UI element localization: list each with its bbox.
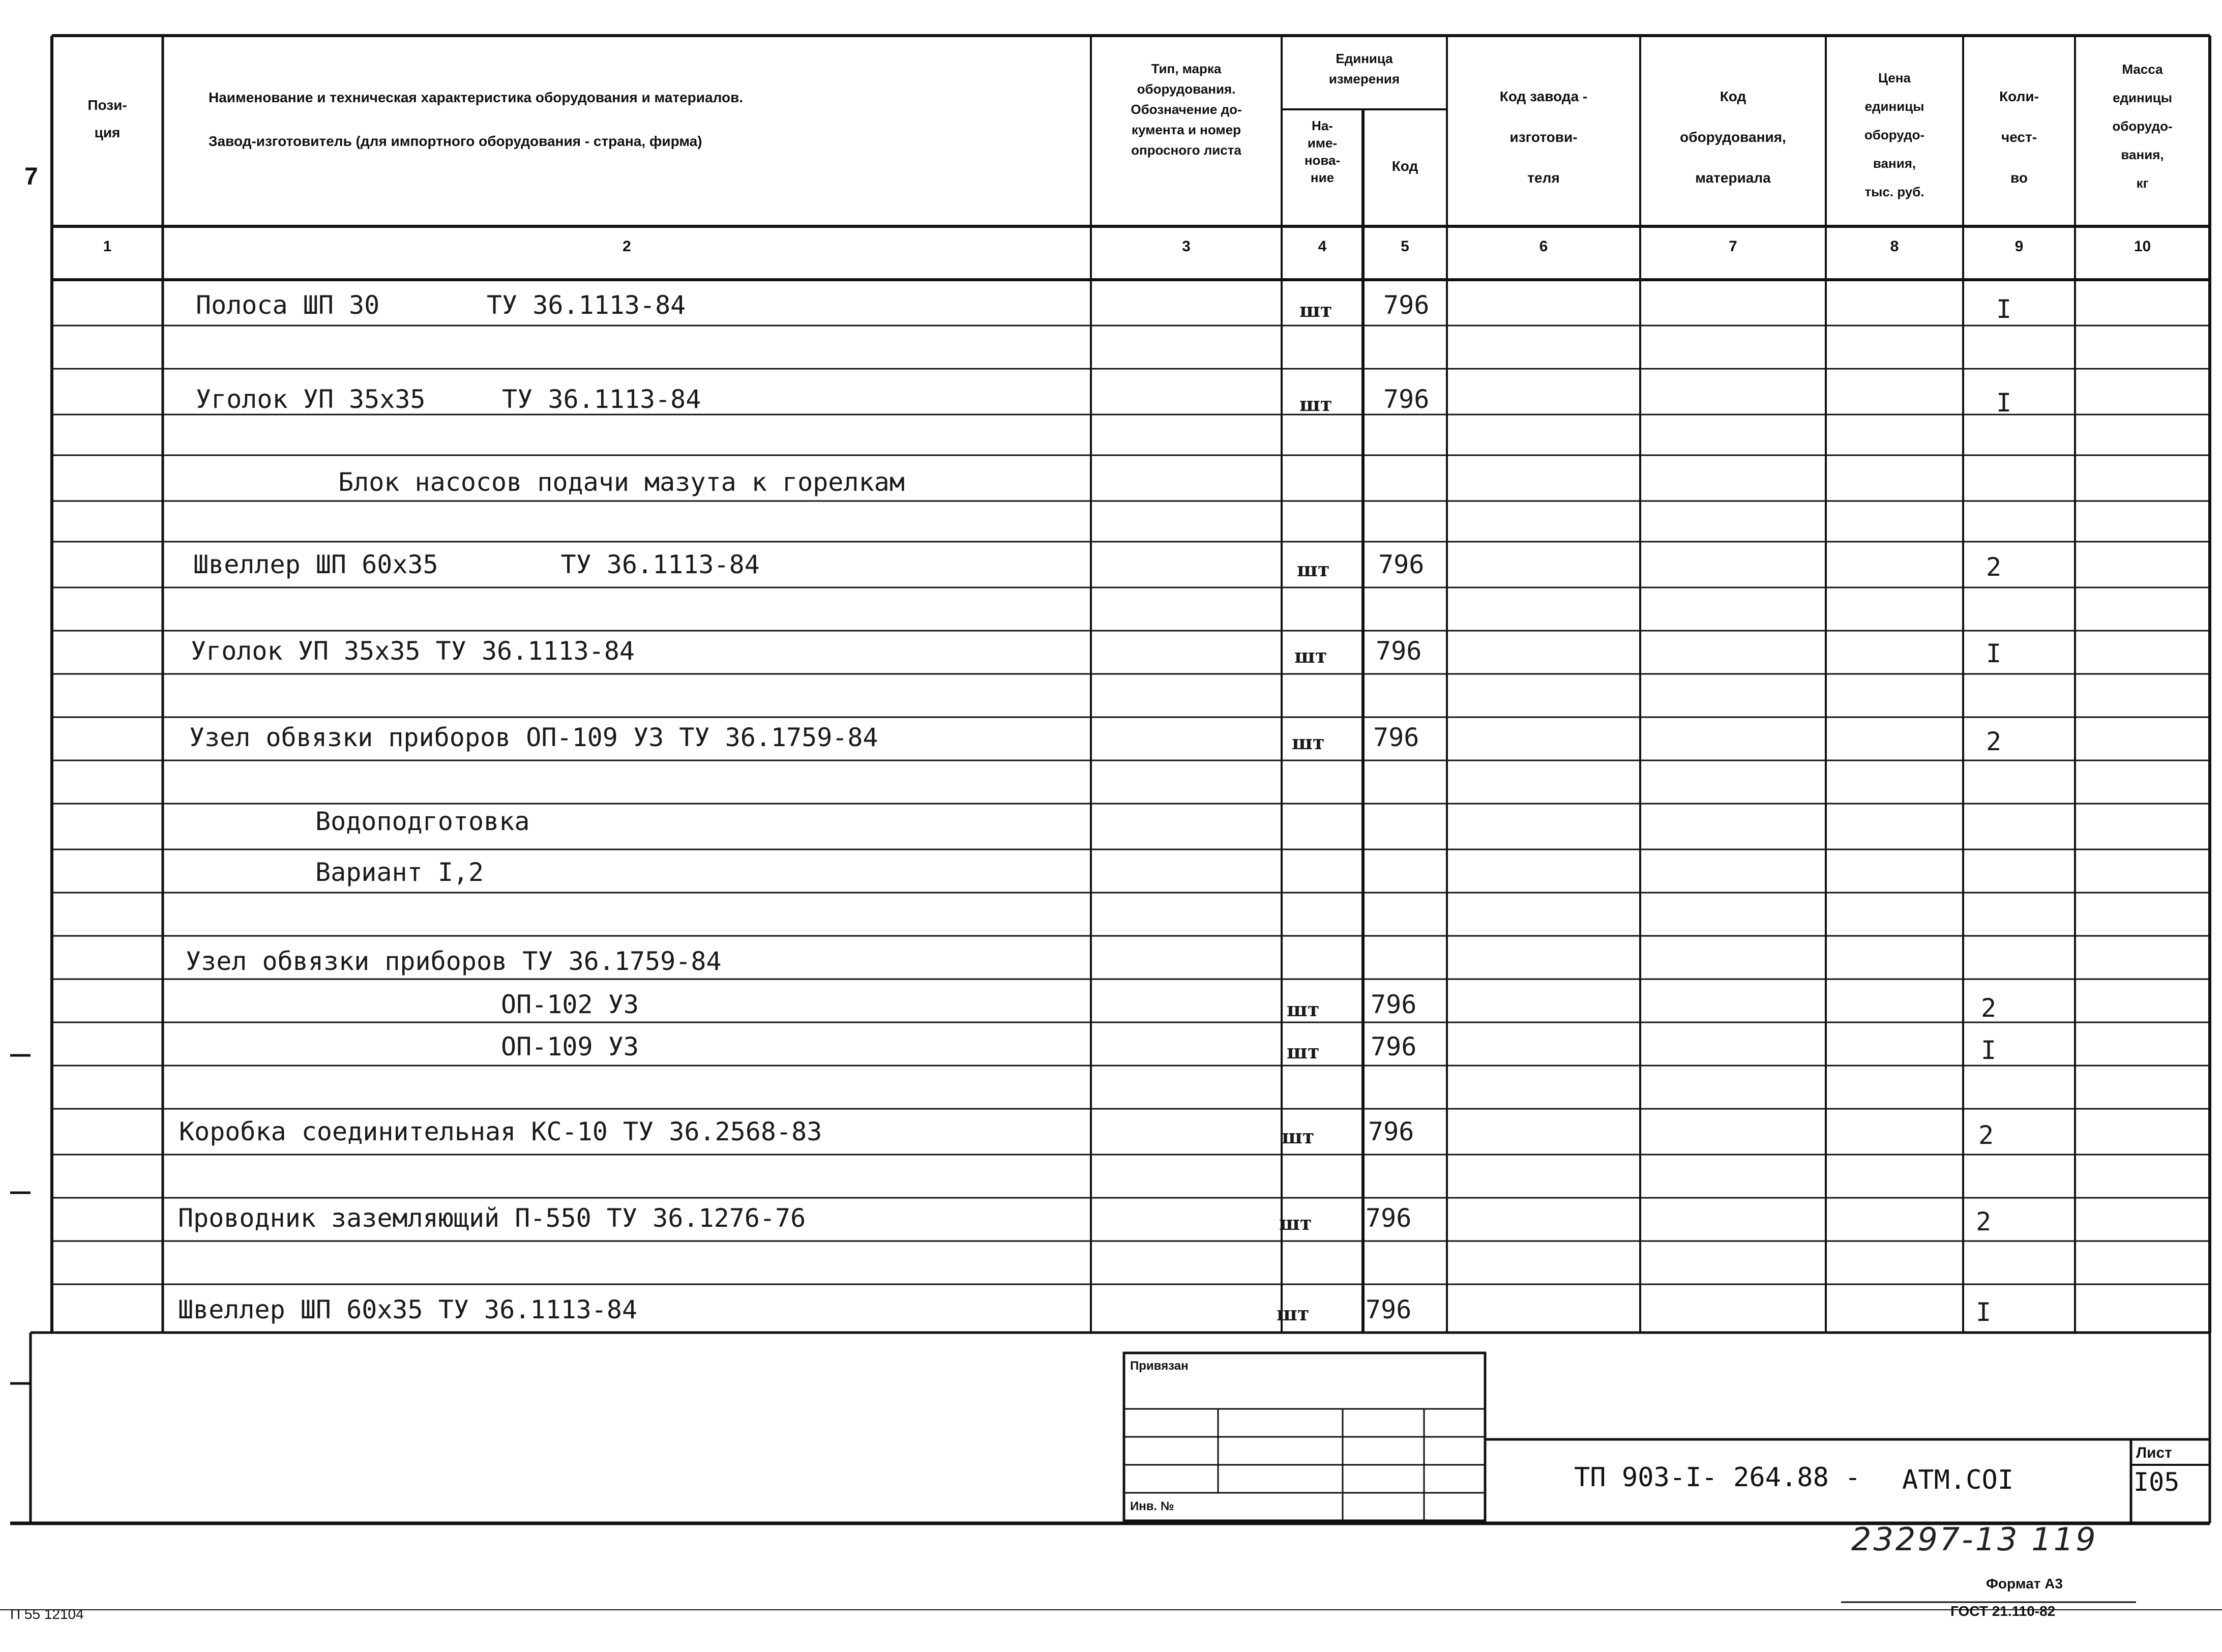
item-unit-code: 796 bbox=[1371, 1032, 1417, 1061]
header-unit-name-line: име- bbox=[1307, 135, 1338, 151]
section-heading: Водоподготовка bbox=[315, 807, 530, 836]
header-type-line: кумента и номер bbox=[1132, 122, 1241, 137]
item-unit-code: 796 bbox=[1376, 636, 1422, 666]
document-suffix: АТМ.СОI bbox=[1902, 1465, 2014, 1495]
header-unit-name-line: ние bbox=[1310, 170, 1335, 185]
header-unit-group bbox=[1282, 48, 1447, 89]
item-quantity: I bbox=[1976, 1297, 1992, 1327]
section-heading: Блок насосов подачи мазута к горелкам bbox=[338, 467, 905, 497]
item-name: Узел обвязки приборов ОП-109 УЗ ТУ 36.1759-84 bbox=[189, 723, 878, 752]
handwritten-number: 23297-13 119 bbox=[1851, 1521, 2098, 1558]
item-name: Уголок УП 35х35 ТУ 36.1113-84 bbox=[196, 385, 701, 414]
header-price-line: вания, bbox=[1873, 156, 1916, 171]
header-type-line: опросного листа bbox=[1131, 142, 1241, 158]
header-type-line: Обозначение до- bbox=[1131, 102, 1242, 117]
item-quantity: 2 bbox=[1981, 993, 1997, 1023]
section-subheading: Вариант I,2 bbox=[315, 858, 484, 887]
item-unit: шт bbox=[1277, 1302, 1310, 1325]
header-position-line: ция bbox=[94, 125, 121, 140]
header-mass-line: оборудо- bbox=[2112, 119, 2173, 134]
item-quantity: 2 bbox=[1978, 1120, 1994, 1150]
header-unit-code: Код bbox=[1391, 158, 1418, 174]
item-unit-code: 796 bbox=[1371, 990, 1417, 1019]
item-name: Уголок УП 35х35 ТУ 36.1113-84 bbox=[191, 636, 635, 666]
header-position bbox=[52, 92, 163, 146]
header-price bbox=[1826, 64, 1963, 206]
item-unit-code: 796 bbox=[1383, 385, 1430, 414]
header-price-line: единицы bbox=[1864, 99, 1924, 114]
item-unit: шт bbox=[1292, 731, 1325, 754]
header-price-line: оборудо- bbox=[1864, 127, 1925, 142]
header-unit-name bbox=[1282, 117, 1363, 186]
sheet-label: Лист bbox=[2136, 1444, 2172, 1461]
header-factory-code-line: изготови- bbox=[1509, 129, 1578, 145]
header-mass-line: вания, bbox=[2121, 147, 2164, 162]
header-type-line: оборудования. bbox=[1137, 81, 1236, 97]
header-quantity bbox=[1963, 76, 2075, 198]
column-number: 2 bbox=[623, 238, 631, 255]
header-unit-name-line: нова- bbox=[1304, 153, 1341, 168]
header-unit-name-line: На- bbox=[1312, 118, 1333, 133]
header-quantity-line: Коли- bbox=[1999, 88, 2039, 104]
column-number: 5 bbox=[1401, 238, 1409, 255]
header-mass-line: кг bbox=[2136, 175, 2149, 191]
item-quantity: I bbox=[1996, 294, 2012, 324]
item-name: ОП-109 УЗ bbox=[501, 1032, 639, 1061]
header-position-line: Пози- bbox=[87, 97, 127, 113]
item-unit: шт bbox=[1294, 644, 1327, 667]
item-quantity: 2 bbox=[1986, 727, 2002, 756]
left-footer-code: П 55 12104 bbox=[10, 1606, 84, 1622]
header-unit-line: измерения bbox=[1328, 71, 1400, 86]
item-quantity: 2 bbox=[1986, 552, 2002, 582]
item-unit-code: 796 bbox=[1373, 723, 1419, 752]
item-quantity: I bbox=[1986, 639, 2002, 668]
header-equipment-code-line: материала bbox=[1695, 170, 1771, 186]
item-unit-code: 796 bbox=[1378, 550, 1425, 579]
column-number: 6 bbox=[1539, 238, 1548, 255]
header-price-line: Цена bbox=[1878, 70, 1911, 85]
header-quantity-line: во bbox=[2010, 170, 2028, 186]
header-factory-code-line: Код завода - bbox=[1499, 88, 1588, 104]
gost-label: ГОСТ 21.110-82 bbox=[1950, 1603, 2056, 1619]
item-unit: шт bbox=[1282, 1125, 1315, 1148]
privyazan-label: Привязан bbox=[1130, 1359, 1189, 1373]
header-name bbox=[168, 84, 1088, 155]
item-unit-code: 796 bbox=[1366, 1295, 1412, 1324]
item-name: Коробка соединительная КС-10 ТУ 36.2568-83 bbox=[179, 1117, 822, 1146]
header-quantity-line: чест- bbox=[2001, 129, 2037, 145]
column-number: 9 bbox=[2014, 238, 2024, 255]
header-factory-code bbox=[1447, 76, 1640, 198]
item-unit: шт bbox=[1287, 998, 1320, 1021]
column-number: 4 bbox=[1318, 238, 1327, 255]
header-equipment-code bbox=[1640, 76, 1826, 198]
item-unit: шт bbox=[1297, 558, 1330, 581]
item-name: Швеллер ШП 60х35 ТУ 36.1113-84 bbox=[178, 1295, 638, 1324]
item-unit: шт bbox=[1299, 393, 1332, 416]
document-code: ТП 903-I- 264.88 - bbox=[1574, 1462, 1861, 1493]
format-label: Формат А3 bbox=[1986, 1576, 2063, 1591]
header-factory-code-line: теля bbox=[1527, 170, 1560, 186]
item-unit: шт bbox=[1287, 1040, 1320, 1063]
item-name: Проводник заземляющий П-550 ТУ 36.1276-76 bbox=[178, 1203, 806, 1233]
column-number: 1 bbox=[103, 238, 112, 255]
header-mass-line: Масса bbox=[2122, 62, 2163, 77]
item-quantity: I bbox=[1996, 388, 2012, 418]
column-number: 3 bbox=[1182, 238, 1191, 255]
header-name-line: Завод-изготовитель (для импортного оборудования - страна, фирма) bbox=[209, 133, 702, 149]
sheet-number: I05 bbox=[2134, 1467, 2180, 1497]
item-unit-code: 796 bbox=[1368, 1117, 1414, 1146]
column-number: 8 bbox=[1890, 238, 1899, 255]
header-equipment-code-line: Код bbox=[1720, 88, 1746, 104]
header-mass bbox=[2075, 55, 2210, 197]
item-unit-code: 796 bbox=[1383, 290, 1430, 320]
header-type-line: Тип, марка bbox=[1151, 61, 1222, 76]
header-price-line: тыс. руб. bbox=[1864, 184, 1924, 199]
column-number: 7 bbox=[1729, 238, 1737, 255]
item-name: ОП-102 УЗ bbox=[501, 990, 639, 1019]
page-marker: 7 bbox=[24, 163, 38, 190]
header-mass-line: единицы bbox=[2113, 90, 2172, 105]
header-name-line: Наименование и техническая характеристика оборудования и материалов. bbox=[209, 90, 744, 105]
inventory-number-label: Инв. № bbox=[1130, 1499, 1174, 1513]
item-name: Узел обвязки приборов ТУ 36.1759-84 bbox=[186, 947, 722, 976]
header-equipment-code-line: оборудования, bbox=[1680, 129, 1786, 145]
item-name: Швеллер ШП 60х35 ТУ 36.1113-84 bbox=[193, 550, 760, 579]
header-unit-line: Единица bbox=[1336, 51, 1393, 66]
item-unit: шт bbox=[1299, 299, 1332, 321]
column-number: 10 bbox=[2134, 238, 2151, 255]
item-quantity: I bbox=[1981, 1036, 1997, 1065]
item-unit-code: 796 bbox=[1366, 1203, 1412, 1233]
header-type bbox=[1091, 58, 1282, 160]
item-unit: шт bbox=[1279, 1212, 1312, 1234]
item-quantity: 2 bbox=[1976, 1207, 1992, 1236]
item-name: Полоса ШП 30 ТУ 36.1113-84 bbox=[196, 290, 686, 320]
